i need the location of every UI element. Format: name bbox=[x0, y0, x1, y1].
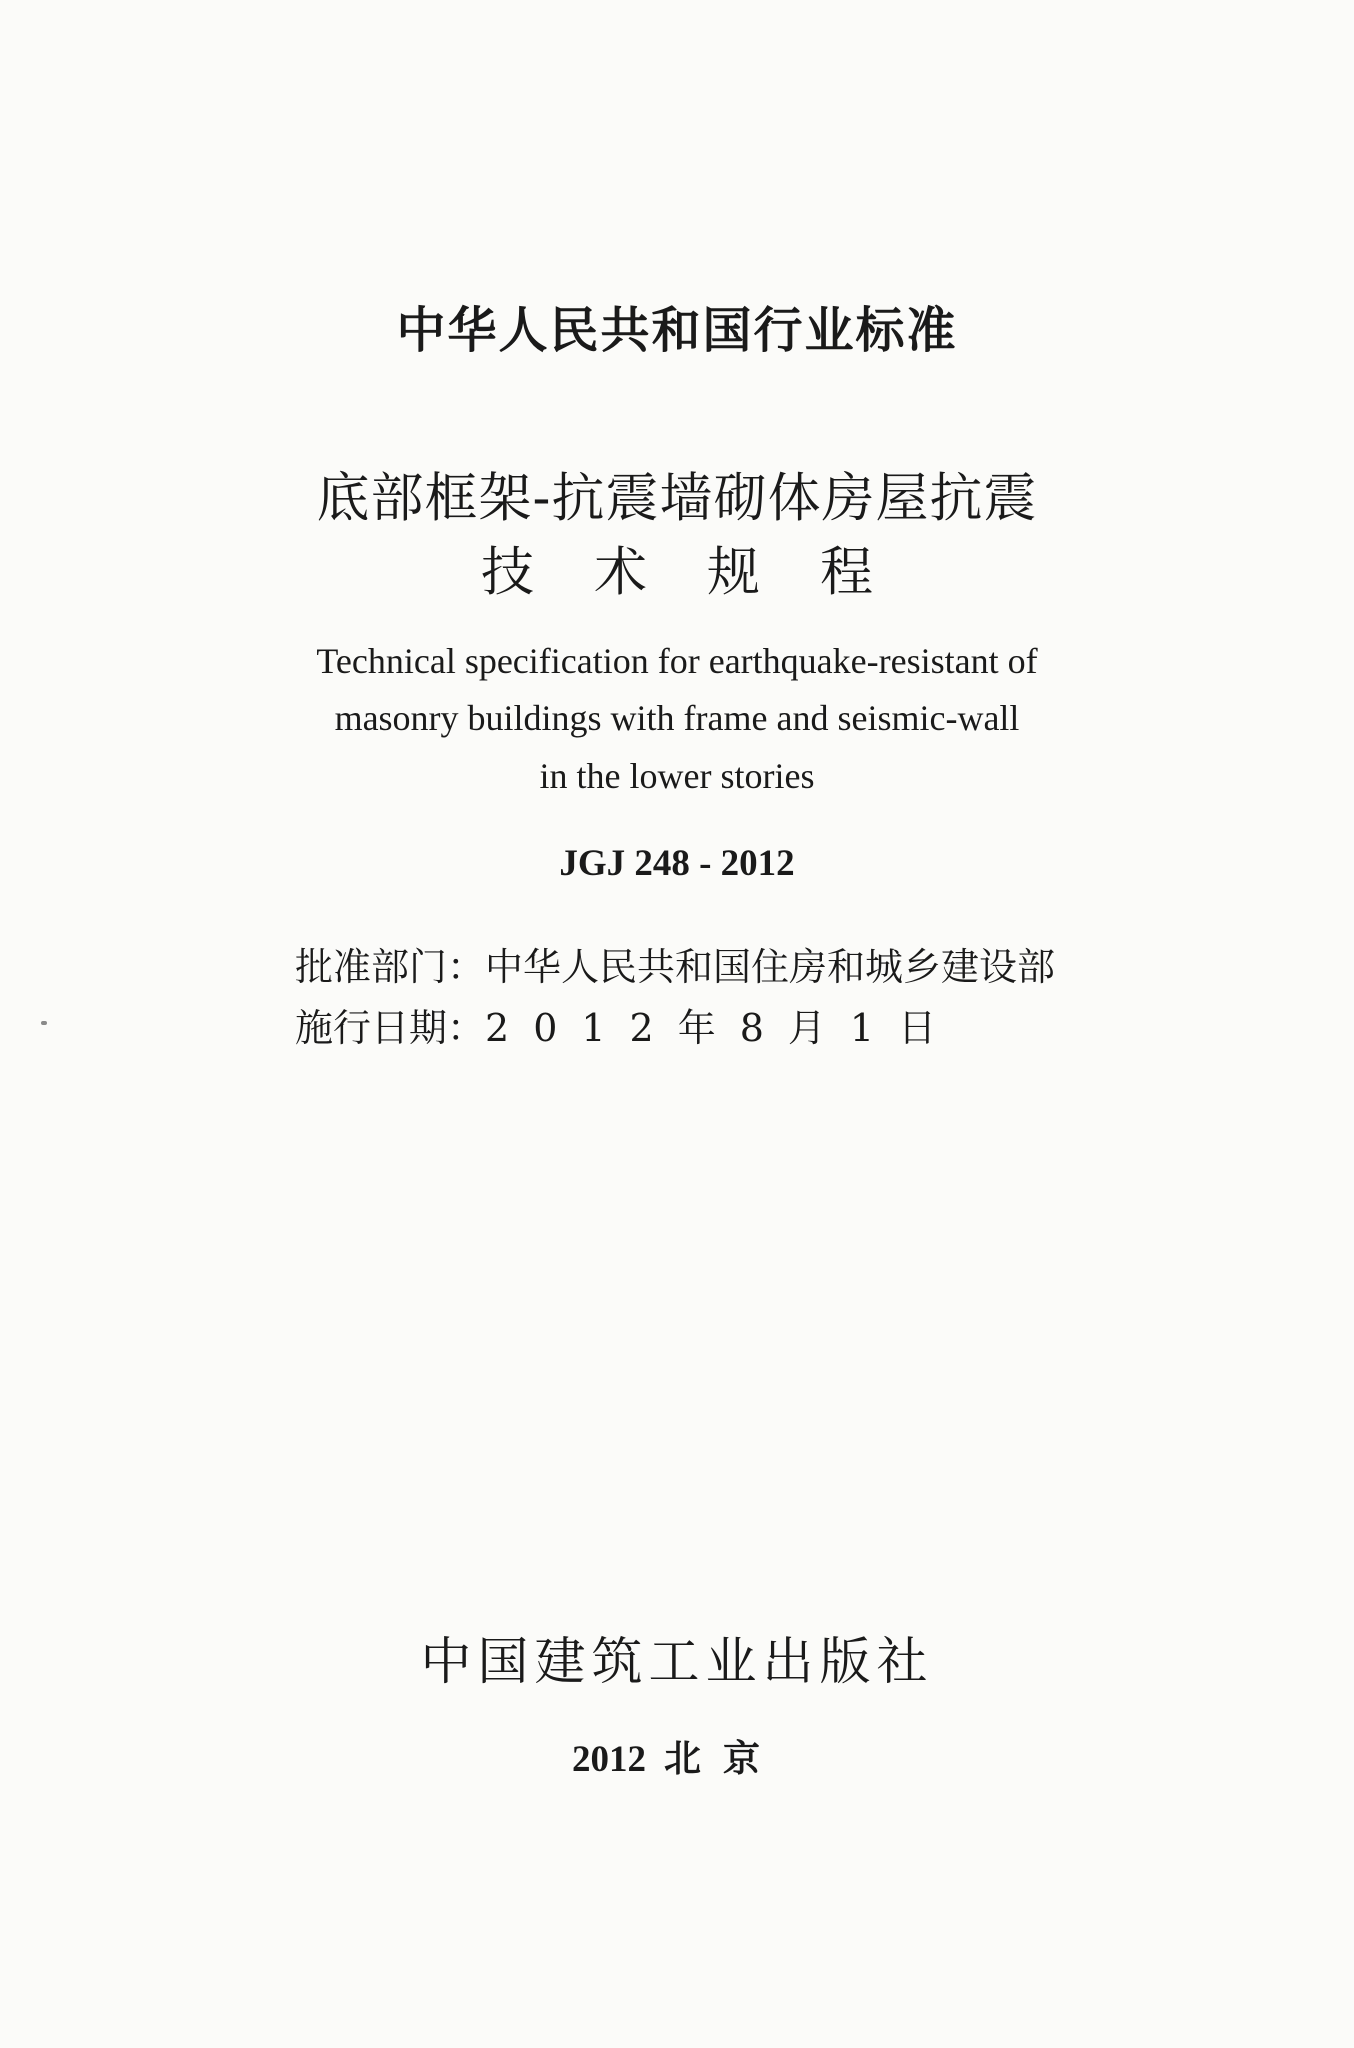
publisher-name: 中国建筑工业出版社 bbox=[420, 1633, 934, 1692]
title-chinese-line-1: 底部框架-抗震墙砌体房屋抗震 bbox=[316, 468, 1038, 529]
publication-year-city bbox=[0, 1728, 1354, 1782]
effective-date-row bbox=[295, 997, 1065, 1052]
standard-code: JGJ 248 - 2012 bbox=[559, 843, 795, 884]
effective-date-value: 2012年8月1日 bbox=[485, 1006, 961, 1050]
title-english-line-2: masonry buildings with frame and seismic-wall bbox=[334, 698, 1020, 738]
scan-speck bbox=[41, 1021, 47, 1025]
title-english-line-3: in the lower stories bbox=[539, 756, 815, 796]
effective-date-label: 施行日期： bbox=[295, 1006, 486, 1050]
approval-department-value: 中华人民共和国住房和城乡建设部 bbox=[485, 945, 1056, 989]
standard-type-heading: 中华人民共和国行业标准 bbox=[396, 302, 958, 359]
title-chinese-line-2: 技术规程 bbox=[481, 542, 933, 603]
title-english-line-1: Technical specification for earthquake-resistant of bbox=[316, 641, 1038, 681]
publication-city: 北京 bbox=[664, 1739, 782, 1780]
publication-year: 2012 bbox=[572, 1739, 646, 1780]
approval-department-label: 批准部门： bbox=[295, 945, 486, 989]
approval-department-row bbox=[295, 936, 1065, 991]
